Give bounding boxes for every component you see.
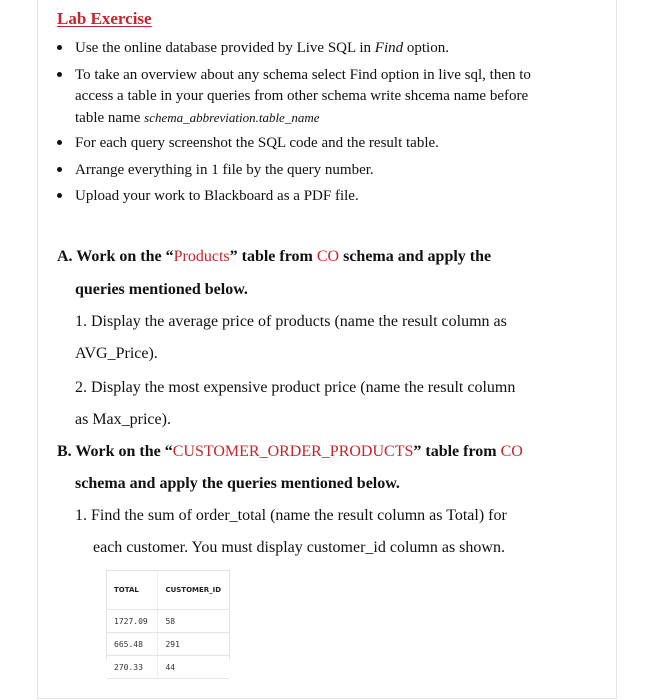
table-name: CUSTOMER_ORDER_PRODUCTS bbox=[172, 443, 414, 460]
heading-text: schema and apply the bbox=[339, 248, 492, 265]
result-table-screenshot bbox=[106, 570, 230, 672]
query-b1-cont: each customer. You must display customer_id column as shown. bbox=[93, 539, 505, 556]
list-item: Arrange everything in 1 file by the query number. bbox=[75, 162, 374, 178]
table-row bbox=[107, 633, 229, 656]
list-item-emphasis: schema_abbreviation.table_name bbox=[144, 110, 320, 125]
heading-text: B. Work on the “ bbox=[57, 443, 173, 460]
bullet-marker bbox=[57, 140, 62, 145]
list-item-emphasis: Find bbox=[374, 40, 404, 56]
section-a-heading-cont: queries mentioned below. bbox=[75, 281, 248, 298]
schema-name: CO bbox=[316, 248, 340, 265]
column-header-total: TOTAL bbox=[107, 571, 158, 610]
bullet-marker bbox=[57, 167, 62, 172]
heading-text: A. Work on the “ bbox=[57, 248, 174, 265]
list-item: For each query screenshot the SQL code and the result table. bbox=[75, 135, 439, 151]
section-a-heading bbox=[57, 248, 491, 266]
cell-customer-id: 44 bbox=[158, 656, 229, 679]
cell-total: 665.48 bbox=[107, 633, 158, 656]
table-name: Products bbox=[173, 248, 230, 265]
table-header-row bbox=[107, 571, 229, 610]
section-b-heading bbox=[57, 443, 523, 461]
query-a2-cont: as Max_price). bbox=[75, 411, 171, 428]
heading-text: ” table from bbox=[413, 443, 501, 460]
list-item-text-part: table name bbox=[75, 110, 145, 126]
query-a2: 2. Display the most expensive product price (name the result column bbox=[75, 379, 516, 396]
page-title: Lab Exercise bbox=[57, 9, 152, 28]
list-item: Upload your work to Blackboard as a PDF file. bbox=[75, 188, 359, 204]
list-item-text bbox=[75, 107, 531, 129]
list-item-text: access a table in your queries from other schema write shcema name before bbox=[75, 88, 529, 104]
query-a1-cont: AVG_Price). bbox=[75, 345, 158, 362]
list-item-text: Use the online database provided by Live SQL in bbox=[75, 40, 375, 56]
bullet-marker bbox=[57, 193, 62, 198]
cell-customer-id: 291 bbox=[158, 633, 229, 656]
query-a1: 1. Display the average price of products (name the result column as bbox=[75, 313, 507, 330]
section-b-heading-cont: schema and apply the queries mentioned below. bbox=[75, 475, 400, 492]
cell-total: 270.33 bbox=[107, 656, 158, 679]
heading-text: ” table from bbox=[229, 248, 317, 265]
list-item-text: To take an overview about any schema select Find option in live sql, then to bbox=[75, 67, 531, 83]
column-header-customer-id: CUSTOMER_ID bbox=[158, 571, 229, 610]
schema-name: CO bbox=[500, 443, 523, 460]
cell-total: 1727.09 bbox=[107, 610, 158, 633]
list-item-text: option. bbox=[403, 40, 449, 56]
table-row bbox=[107, 610, 229, 633]
table-row bbox=[107, 656, 229, 679]
query-b1: 1. Find the sum of order_total (name the result column as Total) for bbox=[75, 507, 507, 524]
cell-customer-id: 58 bbox=[158, 610, 229, 633]
list-item bbox=[75, 65, 531, 129]
bullet-marker bbox=[57, 45, 62, 50]
result-table bbox=[107, 571, 229, 679]
bullet-marker bbox=[57, 72, 62, 77]
list-item bbox=[75, 38, 449, 59]
